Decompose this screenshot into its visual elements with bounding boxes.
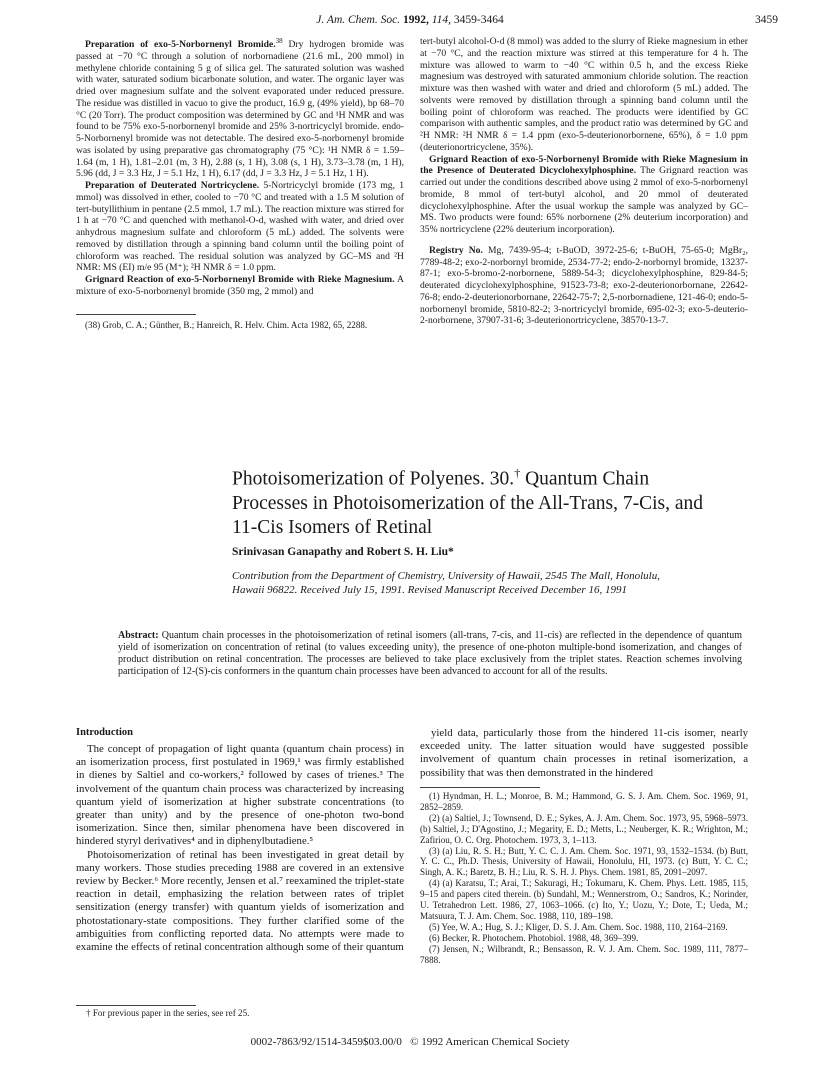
journal-pages: 3459-3464 [453,14,504,26]
dagger-footnote: † For previous paper in the series, see ref 25. [86,1008,250,1018]
footnote-rule-dagger [76,1005,196,1006]
footnote-38-text: (38) Grob, C. A.; Günther, B.; Hanreich, R. Helv. Chim. Acta 1982, 65, 2288. [85,320,368,330]
title-line-3: 11-Cis Isomers of Retinal [232,516,433,538]
footnote-rule-right [420,787,540,788]
title-line-2: Processes in Photoisomerization of the All-Trans, 7-Cis, and [232,492,704,514]
reference-7: (7) Jensen, N.; Wilbrandt, R.; Bensasson, R. V. J. Am. Chem. Soc. 1989, 111, 7877–7888. [420,943,748,965]
page-footer [0,1036,820,1048]
footnote-38 [76,320,404,331]
abstract-label: Abstract: [118,630,159,641]
reference-list [420,791,748,966]
authors: Srinivasan Ganapathy and Robert S. H. Liu* [232,546,454,558]
reference-1: (1) Hyndman, H. L.; Monroe, B. M.; Hammond, G. S. J. Am. Chem. Soc. 1969, 91, 2852–2859. [420,791,748,812]
top-left-column [76,36,404,298]
reference-2: (2) (a) Saltiel, J.; Townsend, D. E.; Sykes, A. J. Am. Chem. Soc. 1973, 95, 5968–5973. (b) Saltiel, J.; D'Agostino, J.; Megarity, E. D.; Metts, L.; Neuberger, K. R.; Wrighton, M.; Zafiriou, O. C. Org. Photochem. 1973, 3, 1–113. [420,812,748,845]
title-line-1-text: Photoisomerization of Polyenes. 30. [232,468,515,490]
journal-name: J. Am. Chem. Soc. [316,14,401,26]
article-title [232,461,792,540]
introduction-right-column [420,727,748,780]
introduction-heading: Introduction [76,727,133,738]
nortricyclene-heading: Preparation of Deuterated Nortricyclene. [85,180,260,192]
grignard-continued-text: tert-butyl alcohol-O-d (8 mmol) was added to the slurry of Rieke magnesium in ether at −70 °C, and the reaction mixture was stirred at this temperature for 4 h. The mixture was allowed to warm to −40 °C within 0.5 h, and the excess Rieke magnesium was destroyed with saturated ammonium chloride solution. The reaction mixture was then washed with water and dried and chloroform (5 mL) added. The solvents were removed by distillation through a spinning band column until the boiling point of chloroform was reached. The products were identified by GC comparison with authentic samples, and the product ratio was determined by GC and ²H NMR: ²H NMR δ = 1.4 ppm (exo-5-deuterionorbornene, 65%), δ = 1.0 ppm (deuterionortricyclene, 35%). [420,36,748,153]
intro-right-paragraph: yield data, particularly those from the hindered 11-cis isomer, nearly exceeded unity. The latter situation would have suggested possible involvement of quantum chain processes in retinal isomerization, a possibility that was then demonstrated in the hindered [420,727,748,779]
registry-heading: Registry No. [429,244,483,256]
reference-5: (5) Yee, W. A.; Hug, S. J.; Kliger, D. S. J. Am. Chem. Soc. 1988, 110, 2164–2169. [429,921,728,932]
exo-bromide-text: Dry hydrogen bromide was passed at −70 °C through a solution of norbornadiene (21.6 mL, 200 mmol) in methylene chloride containing 5 g of silica gel. The saturated solution was washed with water, saturated sodium bicarbonate solution, and water. The organic layer was dried over magnesium sulfate and the solvent evaporated under reduced pressure. The residue was distilled in vacuo to give the product, 16.9 g, (49% yield), bp 68–70 °C (20 Torr). The product composition was determined by GC and ¹H NMR and was found to be 75% exo-5-norbornenyl bromide and 25% 3-nortricyclyl bromide. endo-5-Norbornenyl bromide was not detectable. The desired exo-5-norbornenyl bromide was isolated by using preparative gas chromatography (75 °C): ¹H NMR δ = 1.59–1.64 (m, 1 H), 1.81–2.01 (m, 3 H), 2.88 (s, 1 H), 3.08 (s, 1 H), 3.73–3.78 (m, 1 H), 5.96 (dd, J = 3.3 Hz, J = 5.1 Hz, 1 H), 6.17 (dd, J = 3.3 Hz, J = 5.1 Hz, 1 H). [76,39,405,180]
page-number: 3459 [755,14,778,26]
intro-paragraph-1: The concept of propagation of light quanta (quantum chain process) in an isomerization process, first postulated in 1969,¹ was firmly established in dienes by Saltiel and co-workers,² followed by cases of trienes.³ The involvement of the quantum chain process was characterized by increasing quantum yield of isomerization at higher substrate concentrations (to greater than unity) and by the presence of one-photon two-bond isomerization. Since then, similar phenomena have been discovered in hindered styryl derivatives⁴ and in diphenylbutadiene.⁵ [76,743,404,848]
registry-text: Mg, 7439-95-4; t-BuOD, 3972-25-6; t-BuOH, 75-65-0; MgBr₂, 7789-48-2; exo-2-norbornyl bromide, 2534-77-2; endo-2-norbornyl bromide, 13237-87-1; exo-5-bromo-2-norbornene, 5889-54-3; dicyclohexylphosphine, 829-84-5; deuterated dicyclohexylphosphine, 91523-73-8; exo-2-deuterionorbornane, 22642-76-8; endo-2-deuterionorbornane, 22642-75-7; 2,5-norbornadiene, 121-46-0; endo-5-norbornenyl bromide, 5810-82-2; 3-nortricyclyl bromide, 695-02-3; exo-5-deuterio-2-norbornene, 37907-31-6; 3-deuterionortricyclene, 38570-13-7. [420,244,748,327]
ref-38-marker: 38 [275,37,283,45]
affiliation [232,569,792,597]
grignard-heading: Grignard Reaction of exo-5-Norbornenyl Bromide with Rieke Magnesium. [85,274,395,286]
running-header [0,14,820,26]
introduction-left-column [76,743,404,954]
reference-4: (4) (a) Karatsu, T.; Arai, T.; Sakuragi, H.; Tokumaru, K. Chem. Phys. Lett. 1985, 115, 9–15 and papers cited therein. (b) Sundahl, M.; Wennerstrom, O.; Sandros, K.; Norinder, U. Tetrahedron Lett. 1986, 27, 1063–1066. (c) Ito, Y.; Uozu, Y.; Dote, T.; Ueda, M.; Matsuura, T. J. Am. Chem. Soc. 1988, 110, 189–198. [420,878,748,921]
exo-bromide-heading: Preparation of exo-5-Norbornenyl Bromide. [85,39,276,51]
nortricyclene-text: 5-Nortricyclyl bromide (173 mg, 1 mmol) was dissolved in ether, cooled to −70 °C and treated with a 1.5 M solution of tert-butyllithium in pentane (2.5 mmol, 1.7 mL). The reaction mixture was stirred for 1 h at −70 °C and quenched with methanol-O-d, washed with water, and dried over anhydrous magnesium sulfate and chloroform (5 mL) added. The solvents were removed by distillation through a spinning band column until the boiling point of chloroform was reached. The residual solution was analyzed by GC–MS and ²H NMR: MS (EI) m/e 95 (M⁺); ²H NMR δ = 1.0 ppm. [76,180,404,274]
deuterated-grignard-text: The Grignard reaction was carried out under the conditions described above using 2 mmol of exo-5-norbornenyl bromide, 8 mmol of tert-butyl alcohol, and 20 mmol of deuterated dicyclohexylphosphine. After the usual workup the sample was analyzed by GC–MS. Two products were found: 65% norbornene (2% deuterium incorporation) and 35% nortricyclene (22% deuterium incorporation). [420,165,748,235]
footnote-rule-left [76,314,196,315]
intro-paragraph-2: Photoisomerization of retinal has been investigated in great detail by many workers. Those studies preceding 1988 are covered in an extensive review by Becker.⁶ More recently, Jensen et al.⁷ reexamined the triplet-state reaction in detail, emphasizing the relation between rates of triplet sensitization (energy transfer) with quantum yields of isomerization and photostationary-state compositions. They further clarified some of the ambiguities from conflicting reported data. No attempts were made to examine the effects of retinal concentration although some of their quantum [76,848,404,954]
abstract-text: Quantum chain processes in the photoisomerization of retinal isomers (all-trans, 7-cis, and 11-cis) are reflected in the dependence of quantum yield of isomerization on concentration of retinal (to values exceeding unity), the presence of one-photon multiple-bond isomerization, and changes of product distribution on retinal concentration. The processes are believed to take place exclusively from the triplet states. Reaction schemes involving participation of 12-(S)-cis conformers in the quantum chain processes have been advanced to account for all of the results. [118,630,742,677]
grignard-text: A mixture of exo-5-norbornenyl bromide (350 mg, 2 mmol) and [76,274,404,297]
footer-code: 0002-7863/92/1514-3459$03.00/0 [250,1036,402,1048]
reference-3: (3) (a) Liu, R. S. H.; Butt, Y. C. C. J. Am. Chem. Soc. 1971, 93, 1532–1534. (b) Butt, Y. C. C., Ph.D. Thesis, University of Hawaii, Honolulu, HI, 1973. (c) Butt, Y. C. C.; Singh, A. K.; Baretz, B. H.; Liu, R. S. H. J. Phys. Chem. 1981, 85, 2091–2097. [420,845,748,878]
title-line-1 [232,461,792,492]
deuterated-grignard-heading: Grignard Reaction of exo-5-Norbornenyl Bromide with Rieke Magnesium in the Presence of Deuterated Dicyclohexylphosphine. [420,153,748,177]
abstract [118,630,742,678]
journal-year: 1992, [402,14,429,26]
reference-6: (6) Becker, R. Photochem. Photobiol. 1988, 48, 369–399. [429,932,639,943]
title-dagger: † [514,466,521,480]
title-line-1-rest: Quantum Chain [520,468,650,490]
journal-volume: 114, [431,14,451,26]
footer-copyright: © 1992 American Chemical Society [410,1036,570,1048]
affiliation-line-2: Hawaii 96822. Received July 15, 1991. Revised Manuscript Received December 16, 1991 [232,584,627,596]
affiliation-line-1: Contribution from the Department of Chemistry, University of Hawaii, 2545 The Mall, Honolulu, [232,570,660,582]
top-right-column [420,36,748,327]
